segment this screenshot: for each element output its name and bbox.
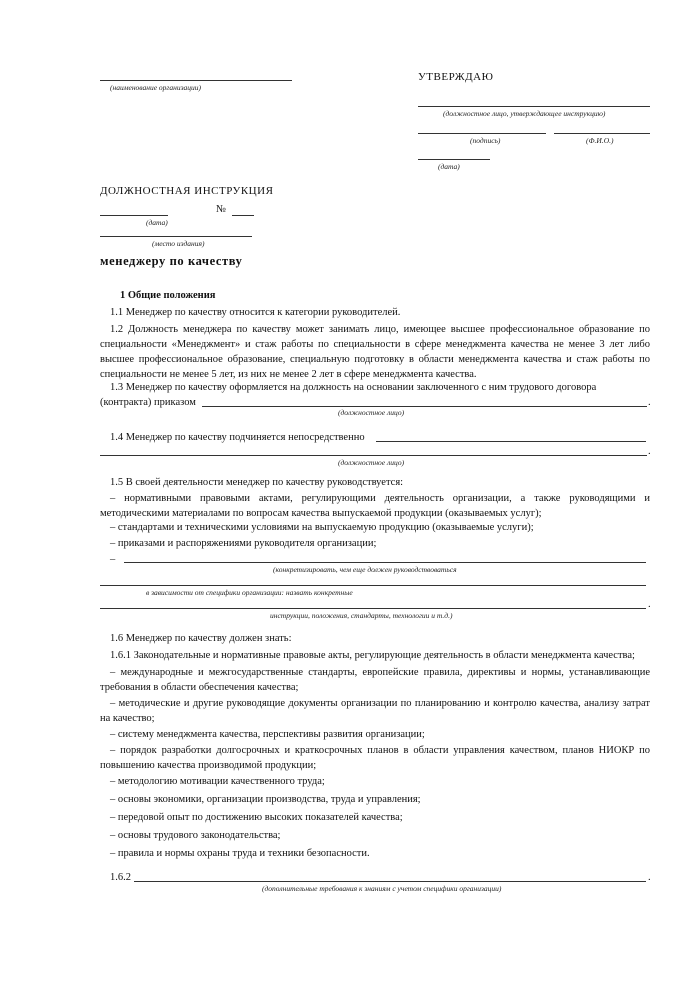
section-heading: 1 Общие положения bbox=[120, 290, 216, 301]
paragraph-1-6-item-1: 1.6.1 Законодательные и нормативные правовые акты, регулирующие деятельность в области менеджмента качества; bbox=[110, 650, 635, 661]
approver-position-caption: (должностное лицо, утверждающее инструкцию) bbox=[443, 109, 606, 118]
paragraph-1-5-item-2: – стандартами и техническими условиями на выпускаемую продукцию (оказываемые услуги); bbox=[110, 522, 534, 533]
number-sign: № bbox=[216, 204, 227, 215]
document-place-line[interactable] bbox=[100, 236, 252, 237]
order-official-line[interactable] bbox=[202, 406, 647, 407]
supervisor-caption: (должностное лицо) bbox=[338, 458, 405, 467]
paragraph-1-1: 1.1 Менеджер по качеству относится к категории руководителей. bbox=[110, 307, 401, 318]
paragraph-1-6-item-3: – методические и другие руководящие документы организации по планированию и контролю качества, анализу затрат на качество; bbox=[100, 698, 650, 724]
paragraph-1-6-item-9: – основы трудового законодательства; bbox=[110, 830, 281, 841]
extra-knowledge-caption: (дополнительные требования к знаниям с учетом специфики организации) bbox=[262, 884, 502, 893]
document-number-line[interactable] bbox=[232, 215, 254, 216]
approver-signature-caption: (подпись) bbox=[470, 136, 501, 145]
paragraph-1-5-item-1: – нормативными правовыми актами, регулирующими деятельность организации, а также руководящими и методическими материалами по вопросам качества выпускаемой продукции (оказываемых услуг); bbox=[100, 493, 650, 519]
paragraph-1-6-item-4: – систему менеджмента качества, перспективы развития организации; bbox=[110, 729, 425, 740]
supervisor-line-1[interactable] bbox=[376, 441, 646, 442]
approval-date-caption: (дата) bbox=[438, 162, 460, 171]
paragraph-1-6-item-8: – передовой опыт по достижению высоких показателей качества; bbox=[110, 812, 403, 823]
extra-knowledge-line[interactable] bbox=[134, 881, 646, 882]
approver-signature-line[interactable] bbox=[418, 133, 546, 134]
paragraph-1-6-item-6: – методологию мотивации качественного труда; bbox=[110, 776, 325, 787]
org-name-line[interactable] bbox=[100, 80, 292, 81]
paragraph-1-6-item-5: – порядок разработки долгосрочных и краткосрочных планов в области управления качеством, планов НИОКР по повышению качества производимой продукции; bbox=[100, 745, 650, 771]
document-date-caption: (дата) bbox=[146, 218, 168, 227]
paragraph-1-6-item-7: – основы экономики, организации производства, труда и управления; bbox=[110, 794, 421, 805]
paragraph-1-3: 1.3 Менеджер по качеству оформляется на должность на основании заключенного с ним трудового договора bbox=[110, 382, 597, 393]
guidance-caption-3: инструкции, положения, стандарты, технологии и т.д.) bbox=[270, 611, 453, 620]
paragraph-1-6: 1.6 Менеджер по качеству должен знать: bbox=[110, 633, 292, 644]
paragraph-1-6-item-2: – международные и межгосударственные стандарты, европейские правила, директивы и нормы, устанавливающие требования в области обеспечения качества; bbox=[100, 667, 650, 693]
guidance-caption-1: (конкретизировать, чем еще должен руководствоваться bbox=[273, 565, 457, 574]
paragraph-1-3-order: (контракта) приказом bbox=[100, 397, 196, 408]
order-official-caption: (должностное лицо) bbox=[338, 408, 405, 417]
approver-fio-caption: (Ф.И.О.) bbox=[586, 136, 614, 145]
document-subject: менеджеру по качеству bbox=[100, 254, 243, 268]
approval-date-line[interactable] bbox=[418, 159, 490, 160]
guidance-caption-2: в зависимости от специфики организации: назвать конкретные bbox=[146, 588, 353, 597]
paragraph-1-4: 1.4 Менеджер по качеству подчиняется непосредственно bbox=[110, 432, 365, 443]
guidance-period: . bbox=[648, 599, 651, 610]
guidance-line-3[interactable] bbox=[100, 608, 646, 609]
document-place-caption: (место издания) bbox=[152, 239, 205, 248]
paragraph-1-5-dash: – bbox=[110, 554, 116, 565]
document-date-line[interactable] bbox=[100, 215, 168, 216]
extra-knowledge-period: . bbox=[648, 872, 651, 883]
approver-position-line[interactable] bbox=[418, 106, 650, 107]
supervisor-line-2[interactable] bbox=[100, 455, 647, 456]
paragraph-1-6-item-10: – правила и нормы охраны труда и техники безопасности. bbox=[110, 848, 370, 859]
paragraph-1-3-period: . bbox=[648, 397, 651, 408]
approve-label: УТВЕРЖДАЮ bbox=[418, 71, 494, 83]
paragraph-1-2: 1.2 Должность менеджера по качеству может занимать лицо, имеющее высшее профессиональное образование по специальности «Менеджмент» и стаж работы по специальности в сфере менеджмента качества не менее 3 лет либо высшее профессиональное образование, специальную подготовку в области менеджмента качества и стаж работы по специальности не менее 5 лет, из них не менее 2 лет в сфере менеджмента качества. bbox=[100, 324, 650, 380]
paragraph-1-5-item-3: – приказами и распоряжениями руководителя организации; bbox=[110, 538, 377, 549]
org-name-caption: (наименование организации) bbox=[110, 83, 202, 92]
paragraph-1-4-period: . bbox=[648, 446, 651, 457]
document-title: ДОЛЖНОСТНАЯ ИНСТРУКЦИЯ bbox=[100, 185, 274, 197]
guidance-line-2[interactable] bbox=[100, 585, 646, 586]
guidance-line-1[interactable] bbox=[124, 562, 646, 563]
paragraph-1-5: 1.5 В своей деятельности менеджер по качеству руководствуется: bbox=[110, 477, 404, 488]
approver-fio-line[interactable] bbox=[554, 133, 650, 134]
paragraph-1-6-2: 1.6.2 bbox=[110, 872, 131, 883]
